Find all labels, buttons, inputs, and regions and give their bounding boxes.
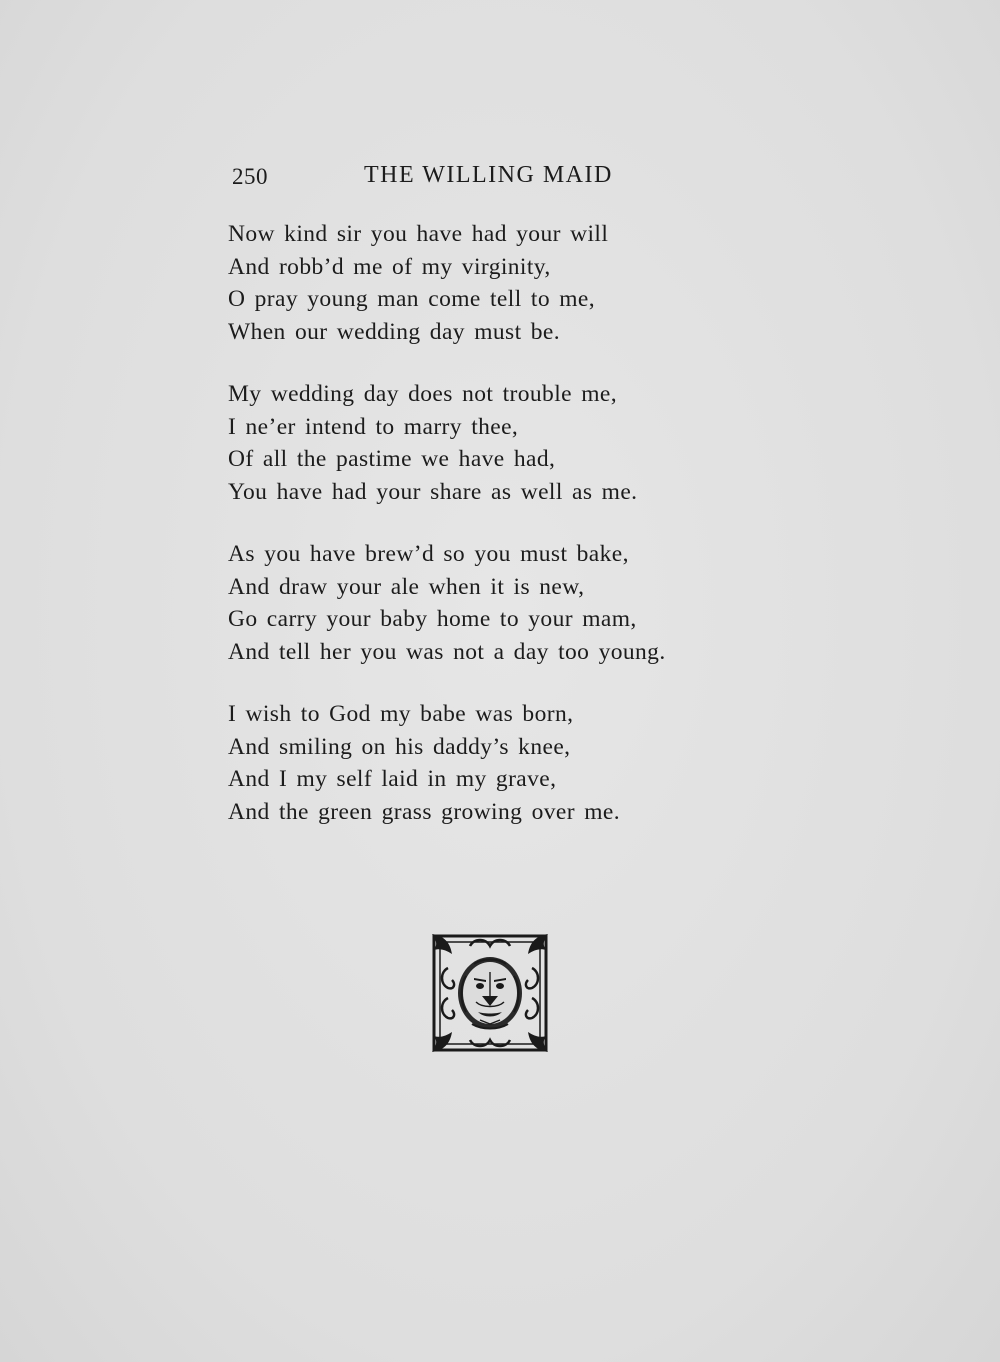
poem-line: I wish to God my babe was born, [228,701,574,727]
poem-line: My wedding day does not trouble me, [228,381,618,407]
stanza [228,218,748,348]
poem-line: I ne’er intend to marry thee, [228,413,519,440]
lion-head-ornament-icon [430,932,550,1054]
poem-line: Of all the pastime we have had, [228,446,556,472]
running-title: THE WILLING MAID [364,162,613,188]
poem-line: As you have brew’d so you must bake, [228,541,629,567]
poem-line: And draw your ale when it is new, [228,573,585,600]
poem-line: And tell her you was not a day too young. [228,638,666,665]
poem-line: And smiling on his daddy’s knee, [228,733,571,760]
stanza [228,698,748,828]
poem-line: And I my self laid in my grave, [228,766,557,792]
poem-line: When our wedding day must be. [228,318,561,345]
poem-line: O pray young man come tell to me, [228,286,596,312]
stanza [228,378,748,508]
poem-line: Go carry your baby home to your mam, [228,606,637,632]
poem-line: You have had your share as well as me. [228,478,638,505]
stanza [228,538,748,668]
poem-line: Now kind sir you have had your will [228,221,609,247]
poem [228,218,748,858]
page-number: 250 [232,164,268,189]
poem-line: And the green grass growing over me. [228,798,620,825]
running-header [232,160,652,196]
poem-line: And robb’d me of my virginity, [228,253,551,280]
